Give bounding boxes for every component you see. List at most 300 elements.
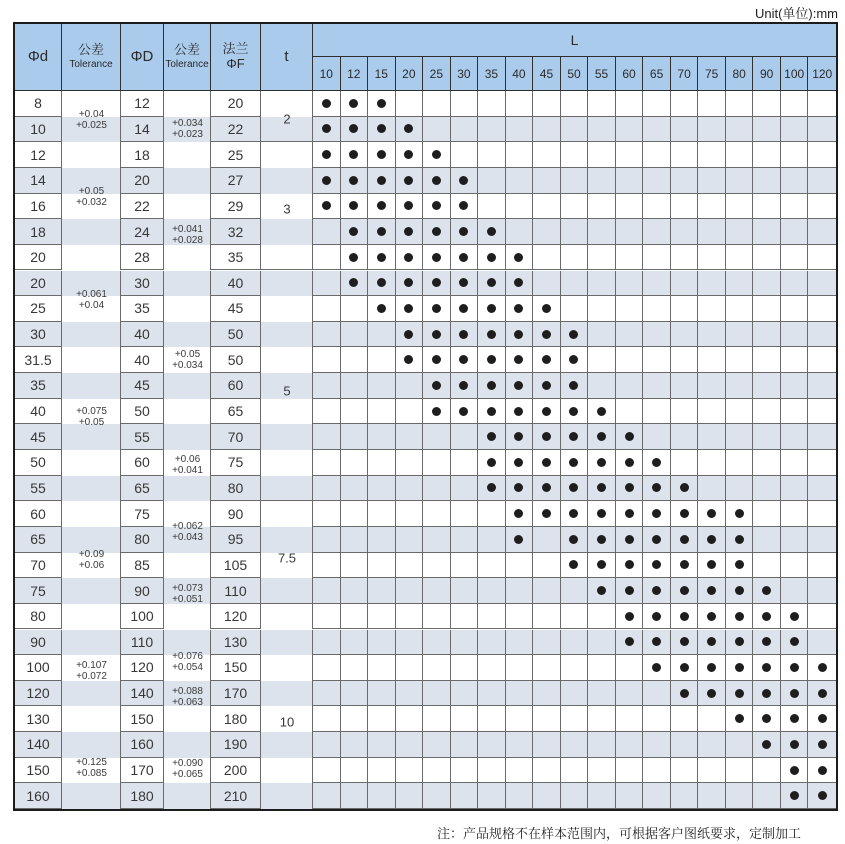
availability-dot	[322, 99, 331, 108]
d-cell: 50	[15, 450, 62, 476]
flange-cell: 35	[211, 245, 261, 271]
D-cell: 150	[121, 706, 164, 732]
table-header	[15, 24, 836, 91]
l-cell	[533, 655, 561, 681]
availability-dot	[459, 201, 468, 210]
l-cell	[588, 783, 616, 809]
l-cell	[671, 322, 699, 348]
flange-cell: 65	[211, 399, 261, 425]
d-cell: 31.5	[15, 347, 62, 373]
availability-dot	[322, 124, 331, 133]
l-cell	[313, 450, 341, 476]
l-cell	[313, 604, 341, 630]
D-tolerance-cell	[164, 399, 211, 425]
l-cell	[643, 347, 671, 373]
l-col-header: 40	[506, 57, 534, 90]
l-cell	[396, 527, 424, 553]
l-cell	[423, 783, 451, 809]
l-cell	[313, 578, 341, 604]
d-tolerance-label: +0.04 +0.025	[76, 109, 107, 132]
t-cell	[261, 296, 313, 322]
table-row	[15, 296, 836, 322]
D-tolerance-cell	[164, 245, 211, 271]
l-cell	[341, 476, 369, 502]
d-cell: 140	[15, 732, 62, 758]
l-cell	[671, 373, 699, 399]
availability-dot	[432, 176, 441, 185]
l-cell	[808, 91, 836, 117]
l-cell	[671, 168, 699, 194]
l-cell	[753, 553, 781, 579]
l-cell	[698, 373, 726, 399]
l-col-header: 75	[698, 57, 726, 90]
availability-dot	[377, 227, 386, 236]
l-cell	[781, 732, 809, 758]
l-cell	[698, 655, 726, 681]
flange-cell: 50	[211, 322, 261, 348]
l-cell	[726, 758, 754, 784]
d-tolerance-cell	[62, 168, 121, 194]
l-cell	[726, 604, 754, 630]
d-tolerance-cell	[62, 527, 121, 553]
l-cell	[781, 527, 809, 553]
l-cell	[616, 194, 644, 220]
availability-dot	[514, 304, 523, 313]
l-cell	[643, 424, 671, 450]
l-cell	[313, 296, 341, 322]
l-cell	[451, 347, 479, 373]
l-cell	[396, 373, 424, 399]
l-cell	[368, 578, 396, 604]
l-cell	[698, 578, 726, 604]
l-cell	[341, 322, 369, 348]
D-cell: 140	[121, 681, 164, 707]
availability-dot	[625, 586, 634, 595]
availability-dot	[404, 304, 413, 313]
l-cell	[533, 142, 561, 168]
header-phi-d-label: Φd	[27, 48, 49, 66]
header-l-group	[313, 24, 836, 90]
header-l-label: L	[313, 24, 836, 57]
availability-dot	[514, 330, 523, 339]
d-tolerance-cell	[62, 322, 121, 348]
l-cell	[396, 655, 424, 681]
d-tolerance-label: +0.061 +0.04	[76, 288, 107, 311]
l-cell	[753, 117, 781, 143]
l-cell	[506, 527, 534, 553]
l-cell	[506, 604, 534, 630]
l-cell	[423, 91, 451, 117]
d-cell: 20	[15, 271, 62, 297]
flange-cell: 45	[211, 296, 261, 322]
availability-dot	[432, 201, 441, 210]
D-tolerance-cell	[164, 553, 211, 579]
l-cell	[643, 578, 671, 604]
availability-dot	[487, 355, 496, 364]
l-cell	[478, 783, 506, 809]
table-row	[15, 783, 836, 809]
availability-dot	[790, 766, 799, 775]
availability-dot	[349, 253, 358, 262]
l-cell	[588, 117, 616, 143]
availability-dot	[432, 304, 441, 313]
l-cell	[341, 655, 369, 681]
l-cell	[808, 347, 836, 373]
l-cell	[698, 732, 726, 758]
d-tolerance-cell	[62, 194, 121, 220]
availability-dot	[625, 509, 634, 518]
l-cell	[313, 245, 341, 271]
l-cell	[478, 271, 506, 297]
l-cell	[671, 604, 699, 630]
l-cell	[698, 194, 726, 220]
l-cell	[753, 706, 781, 732]
availability-dot	[542, 304, 551, 313]
l-cell	[341, 373, 369, 399]
t-cell	[261, 630, 313, 656]
availability-dot	[514, 432, 523, 441]
D-cell: 40	[121, 322, 164, 348]
availability-dot	[735, 535, 744, 544]
l-cell	[616, 604, 644, 630]
l-cell	[451, 758, 479, 784]
D-cell: 40	[121, 347, 164, 373]
l-cell	[451, 399, 479, 425]
l-cell	[808, 783, 836, 809]
l-cell	[588, 450, 616, 476]
l-cell	[726, 681, 754, 707]
l-cell	[643, 655, 671, 681]
d-cell: 18	[15, 219, 62, 245]
l-cell	[478, 194, 506, 220]
l-cell	[671, 476, 699, 502]
availability-dot	[762, 663, 771, 672]
l-cell	[781, 168, 809, 194]
availability-dot	[349, 99, 358, 108]
D-cell: 18	[121, 142, 164, 168]
header-phi-D	[121, 24, 164, 90]
t-cell	[261, 322, 313, 348]
l-cell	[396, 630, 424, 656]
D-cell: 160	[121, 732, 164, 758]
d-cell: 90	[15, 630, 62, 656]
l-cell	[643, 758, 671, 784]
l-cell	[561, 450, 589, 476]
l-cell	[671, 706, 699, 732]
availability-dot	[404, 124, 413, 133]
l-cell	[616, 655, 644, 681]
l-cell	[616, 271, 644, 297]
l-cell	[341, 501, 369, 527]
l-cell	[396, 296, 424, 322]
l-cell	[781, 373, 809, 399]
d-tolerance-cell	[62, 578, 121, 604]
l-cell	[698, 219, 726, 245]
l-cell	[753, 91, 781, 117]
l-cell	[588, 527, 616, 553]
availability-dot	[514, 278, 523, 287]
l-cell	[588, 168, 616, 194]
l-cell	[698, 347, 726, 373]
l-cell	[368, 732, 396, 758]
l-cell	[506, 142, 534, 168]
l-column-headers	[313, 57, 836, 90]
availability-dot	[735, 714, 744, 723]
l-cell	[478, 347, 506, 373]
l-cell	[643, 194, 671, 220]
l-cell	[313, 117, 341, 143]
l-cell	[588, 758, 616, 784]
l-cell	[753, 783, 781, 809]
l-cell	[396, 219, 424, 245]
availability-dot	[597, 407, 606, 416]
l-cell	[616, 347, 644, 373]
l-cell	[643, 706, 671, 732]
l-cell	[616, 758, 644, 784]
l-cell	[671, 194, 699, 220]
l-cell	[588, 424, 616, 450]
l-cell	[671, 553, 699, 579]
availability-dot	[735, 612, 744, 621]
availability-dot	[652, 637, 661, 646]
d-tolerance-cell	[62, 399, 121, 425]
d-tolerance-label: +0.05 +0.032	[76, 186, 107, 209]
l-cell	[753, 399, 781, 425]
l-cell	[726, 347, 754, 373]
l-cell	[533, 322, 561, 348]
l-cell	[533, 706, 561, 732]
availability-dot	[514, 381, 523, 390]
l-cell	[671, 527, 699, 553]
l-cell	[808, 373, 836, 399]
l-cell	[671, 655, 699, 681]
availability-dot	[377, 304, 386, 313]
l-cell	[781, 322, 809, 348]
l-cell	[781, 271, 809, 297]
l-cell	[781, 578, 809, 604]
l-cell	[588, 604, 616, 630]
l-cell	[423, 347, 451, 373]
l-cell	[616, 578, 644, 604]
l-cell	[533, 271, 561, 297]
l-cell	[726, 783, 754, 809]
availability-dot	[569, 560, 578, 569]
l-col-header: 120	[812, 66, 833, 81]
l-cell	[506, 681, 534, 707]
l-cell	[368, 501, 396, 527]
l-cell	[368, 271, 396, 297]
l-cell	[313, 271, 341, 297]
D-cell: 35	[121, 296, 164, 322]
l-cell	[478, 578, 506, 604]
D-cell: 180	[121, 783, 164, 809]
l-cell	[616, 245, 644, 271]
l-cell	[506, 296, 534, 322]
l-cell	[616, 706, 644, 732]
l-cell	[753, 219, 781, 245]
D-cell: 22	[121, 194, 164, 220]
availability-dot	[349, 227, 358, 236]
l-cell	[671, 501, 699, 527]
availability-dot	[432, 253, 441, 262]
l-cell	[423, 630, 451, 656]
availability-dot	[404, 150, 413, 159]
flange-cell: 25	[211, 142, 261, 168]
table-row	[15, 245, 836, 271]
l-cell	[478, 604, 506, 630]
l-cell	[451, 271, 479, 297]
l-cell	[506, 399, 534, 425]
l-cell	[643, 245, 671, 271]
l-cell	[588, 194, 616, 220]
l-cell	[423, 168, 451, 194]
availability-dot	[569, 509, 578, 518]
l-cell	[616, 450, 644, 476]
l-cell	[808, 604, 836, 630]
table-row	[15, 168, 836, 194]
availability-dot	[487, 330, 496, 339]
l-cell	[478, 424, 506, 450]
l-cell	[533, 758, 561, 784]
l-cell	[781, 194, 809, 220]
t-cell	[261, 501, 313, 527]
l-cell	[726, 706, 754, 732]
l-cell	[478, 630, 506, 656]
l-cell	[753, 271, 781, 297]
l-cell	[753, 347, 781, 373]
D-tolerance-cell	[164, 681, 211, 707]
l-cell	[506, 245, 534, 271]
l-cell	[506, 630, 534, 656]
l-cell	[726, 91, 754, 117]
header-phi-D-label: ΦD	[130, 48, 154, 66]
l-cell	[368, 168, 396, 194]
availability-dot	[735, 586, 744, 595]
l-cell	[726, 399, 754, 425]
availability-dot	[349, 150, 358, 159]
D-cell: 85	[121, 553, 164, 579]
l-cell	[561, 604, 589, 630]
availability-dot	[404, 330, 413, 339]
flange-cell: 27	[211, 168, 261, 194]
header-phi-d	[15, 24, 62, 90]
l-cell	[506, 271, 534, 297]
d-cell: 45	[15, 424, 62, 450]
l-cell	[423, 681, 451, 707]
l-cell	[808, 271, 836, 297]
table-row	[15, 758, 836, 784]
l-cell	[368, 117, 396, 143]
l-cell	[561, 194, 589, 220]
l-cell	[781, 553, 809, 579]
l-cell	[451, 553, 479, 579]
l-cell	[533, 91, 561, 117]
l-col-header: 20	[396, 57, 424, 90]
l-cell	[616, 501, 644, 527]
l-cell	[588, 373, 616, 399]
l-cell	[423, 424, 451, 450]
l-cell	[313, 681, 341, 707]
l-cell	[726, 322, 754, 348]
D-cell: 120	[121, 655, 164, 681]
l-cell	[368, 476, 396, 502]
availability-dot	[680, 560, 689, 569]
flange-cell: 50	[211, 347, 261, 373]
l-cell	[506, 578, 534, 604]
l-cell	[698, 681, 726, 707]
availability-dot	[514, 458, 523, 467]
l-cell	[341, 296, 369, 322]
availability-dot	[542, 355, 551, 364]
t-cell	[261, 758, 313, 784]
t-cell	[261, 373, 313, 399]
header-flange	[211, 24, 261, 90]
l-cell	[616, 732, 644, 758]
d-tolerance-cell	[62, 142, 121, 168]
l-cell	[451, 117, 479, 143]
availability-dot	[487, 381, 496, 390]
availability-dot	[735, 637, 744, 646]
l-cell	[753, 245, 781, 271]
availability-dot	[790, 714, 799, 723]
availability-dot	[377, 99, 386, 108]
table-row	[15, 450, 836, 476]
table-row	[15, 91, 836, 117]
l-cell	[368, 142, 396, 168]
availability-dot	[404, 253, 413, 262]
l-cell	[506, 117, 534, 143]
availability-dot	[377, 124, 386, 133]
availability-dot	[597, 535, 606, 544]
l-cell	[561, 681, 589, 707]
l-cell	[561, 322, 589, 348]
l-cell	[698, 296, 726, 322]
l-cell	[616, 373, 644, 399]
l-cell	[698, 322, 726, 348]
D-cell: 65	[121, 476, 164, 502]
availability-dot	[597, 432, 606, 441]
t-cell	[261, 681, 313, 707]
availability-dot	[432, 330, 441, 339]
l-cell	[726, 219, 754, 245]
l-cell	[313, 630, 341, 656]
l-cell	[506, 347, 534, 373]
l-cell	[451, 322, 479, 348]
l-cell	[808, 296, 836, 322]
l-cell	[643, 117, 671, 143]
l-col-header: 80	[726, 57, 754, 90]
l-cell	[808, 399, 836, 425]
l-cell	[396, 142, 424, 168]
flange-cell: 210	[211, 783, 261, 809]
l-cell	[561, 271, 589, 297]
header-t	[261, 24, 313, 90]
l-cell	[478, 527, 506, 553]
t-cell	[261, 604, 313, 630]
l-cell	[313, 322, 341, 348]
l-cell	[671, 347, 699, 373]
l-cell	[561, 732, 589, 758]
flange-cell: 180	[211, 706, 261, 732]
l-cell	[368, 194, 396, 220]
availability-dot	[432, 278, 441, 287]
availability-dot	[569, 458, 578, 467]
table-row	[15, 219, 836, 245]
table-row	[15, 373, 836, 399]
l-cell	[533, 296, 561, 322]
D-tolerance-cell	[164, 527, 211, 553]
t-value-label: 2	[283, 111, 291, 127]
